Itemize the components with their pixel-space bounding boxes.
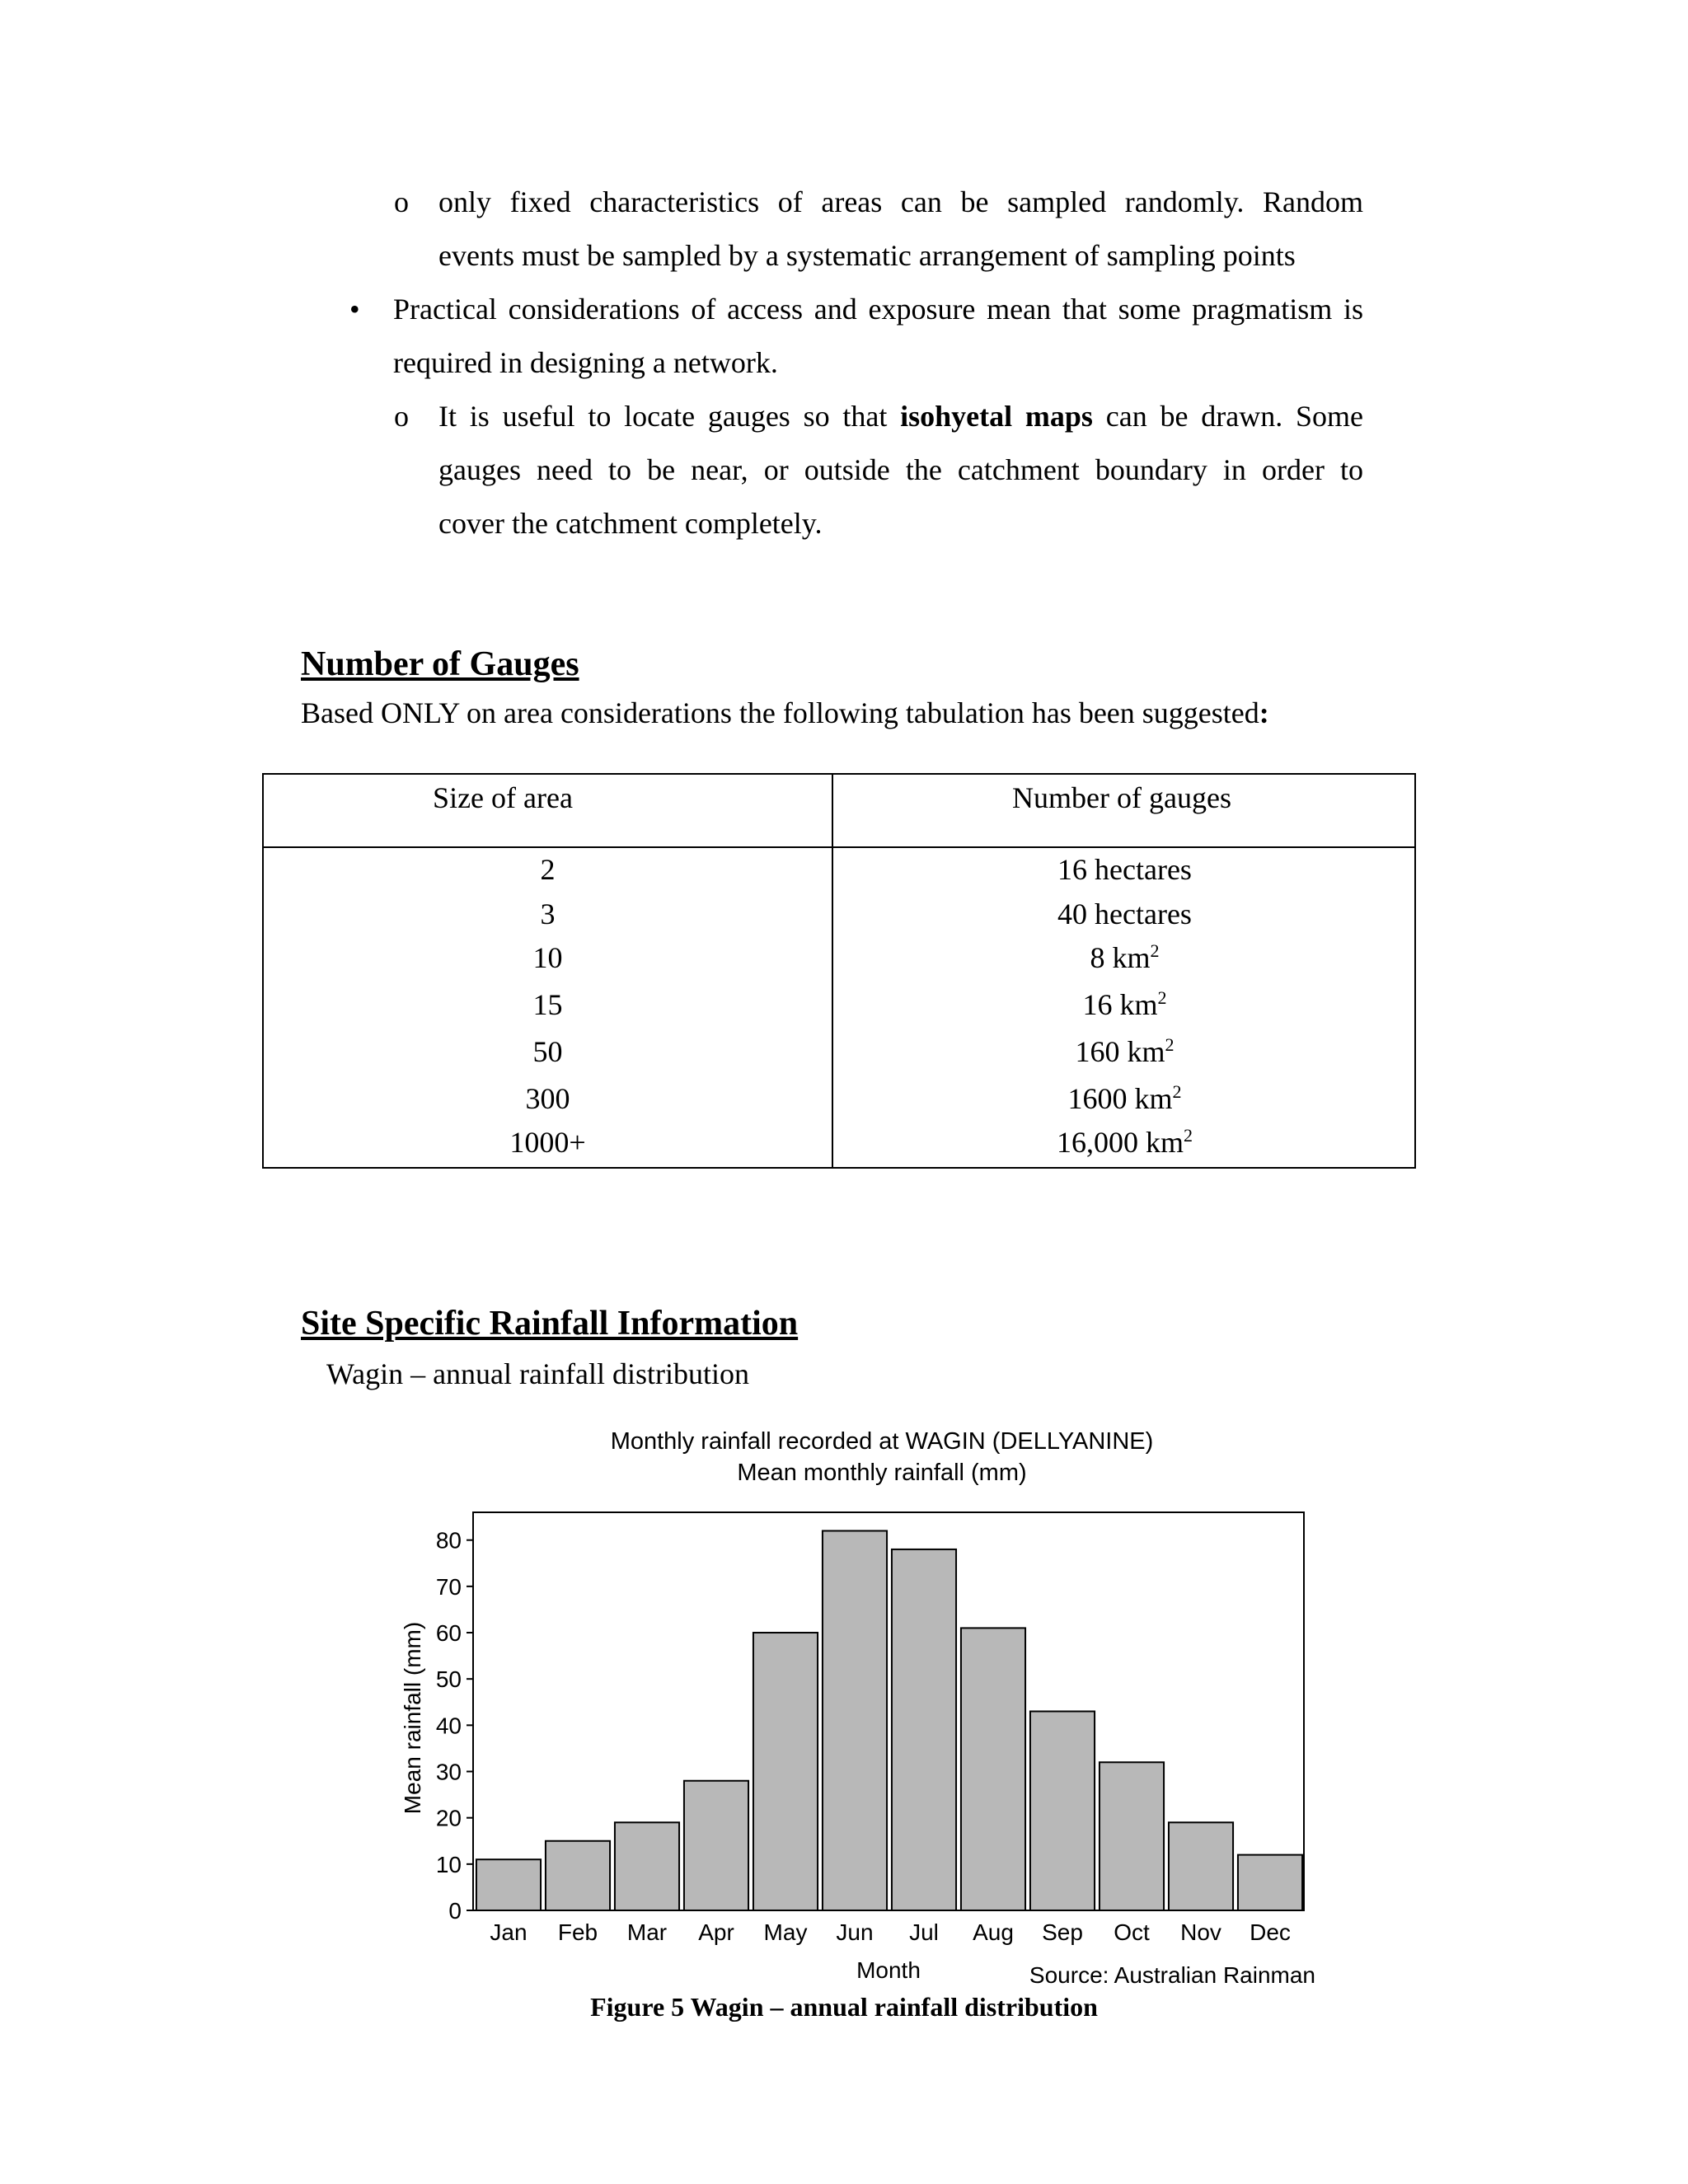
x-tick-label: May — [763, 1919, 808, 1945]
x-tick-label: Aug — [973, 1919, 1014, 1945]
table-cell-size: 3 — [540, 898, 556, 930]
bar-jul — [892, 1549, 956, 1910]
table-cell-gauges: 16 $km^2$ — [1082, 987, 1167, 1021]
table-cell-gauges: 40 hectares — [1057, 898, 1192, 930]
x-tick-label: Mar — [626, 1919, 668, 1945]
y-tick-label: 80 — [435, 1527, 462, 1554]
y-tick-label: 10 — [435, 1851, 462, 1877]
figure-caption: Figure 5 Wagin – annual rainfall distribution — [590, 1992, 1098, 2022]
sub-bullet-marker: o — [394, 400, 409, 433]
sub-bullet-marker: o — [394, 185, 409, 218]
table-cell-size: 300 — [525, 1082, 570, 1115]
bullet-marker: • — [349, 293, 360, 326]
y-tick-label: 0 — [448, 1898, 462, 1924]
bar-aug — [961, 1628, 1025, 1910]
table-cell-size: 1000+ — [509, 1126, 586, 1159]
x-tick-label: Apr — [698, 1919, 734, 1945]
x-tick-label: Jun — [836, 1919, 874, 1945]
table-cell-size: 15 — [532, 988, 563, 1021]
chart-subtitle: Mean monthly rainfall (mm) — [737, 1460, 1027, 1486]
bar-jan — [476, 1859, 541, 1910]
x-tick-label: Oct — [1114, 1919, 1150, 1945]
x-tick-label: Sep — [1042, 1919, 1083, 1945]
bullet-text: events must be sampled by a systematic arrangement of sampling points — [438, 239, 1296, 272]
bar-apr — [684, 1781, 748, 1910]
x-tick-label: Nov — [1180, 1919, 1221, 1945]
bullet-text: Practical considerations of access and exposure mean that some pragmatism is — [393, 293, 1363, 326]
section-subtitle: Wagin – annual rainfall distribution — [326, 1357, 749, 1390]
y-tick-label: 70 — [435, 1573, 462, 1600]
chart-source: Source: Australian Rainman — [1029, 1962, 1315, 1988]
bar-oct — [1100, 1762, 1164, 1910]
table-cell-gauges: 1600 $km^2$ — [1067, 1081, 1182, 1115]
bar-dec — [1238, 1855, 1302, 1910]
bullet-text: gauges need to be near, or outside the catchment boundary in order to — [438, 453, 1363, 486]
bar-sep — [1030, 1712, 1095, 1911]
rainfall-chart — [387, 1426, 1343, 2003]
gauges-table — [262, 773, 1416, 1169]
section-intro: Based ONLY on area considerations the following tabulation has been suggested: — [301, 696, 1269, 729]
bold-term: isohyetal maps — [900, 400, 1093, 433]
y-tick-label: 30 — [435, 1759, 462, 1785]
table-cell-gauges: 16,000 $km^2$ — [1056, 1125, 1193, 1159]
y-tick-label: 50 — [435, 1666, 462, 1693]
table-cell-gauges: 16 hectares — [1057, 853, 1192, 886]
table-cell-size: 2 — [540, 853, 556, 886]
x-tick-label: Jan — [490, 1919, 528, 1945]
x-tick-label: Feb — [557, 1919, 598, 1945]
y-tick-label: 40 — [435, 1713, 462, 1739]
bullet-text: cover the catchment completely. — [438, 507, 823, 540]
table-cell-gauges: 160 $km^2$ — [1075, 1034, 1175, 1068]
x-tick-label: Dec — [1250, 1919, 1291, 1945]
x-tick-label: Jul — [909, 1919, 939, 1945]
y-tick-label: 20 — [435, 1805, 462, 1831]
section-heading-rainfall: Site Specific Rainfall Information — [301, 1305, 799, 1343]
y-axis-label: Mean rainfall (mm) — [400, 1621, 425, 1815]
y-tick-label: 60 — [435, 1620, 462, 1647]
chart-title: Monthly rainfall recorded at WAGIN (DELLYANINE) — [610, 1428, 1154, 1455]
table-header-gauges: Number of gauges — [1012, 781, 1231, 814]
bullet-text: required in designing a network. — [393, 346, 778, 379]
section-heading-gauges: Number of Gauges — [301, 645, 579, 683]
bar-nov — [1169, 1822, 1233, 1910]
bullet-text: It is useful to locate gauges so that isohyetal maps can be drawn. Some — [438, 400, 1363, 433]
table-cell-size: 10 — [532, 941, 563, 974]
bar-may — [753, 1633, 818, 1910]
bar-feb — [546, 1841, 610, 1910]
table-header-size: Size of area — [433, 781, 573, 814]
bar-jun — [823, 1530, 887, 1910]
bar-mar — [615, 1822, 679, 1910]
table-cell-size: 50 — [532, 1035, 563, 1068]
table-cell-gauges: 8 $km^2$ — [1090, 940, 1160, 974]
bullet-text: only fixed characteristics of areas can be sampled randomly. Random — [438, 185, 1363, 218]
x-axis-label: Month — [856, 1957, 921, 1983]
